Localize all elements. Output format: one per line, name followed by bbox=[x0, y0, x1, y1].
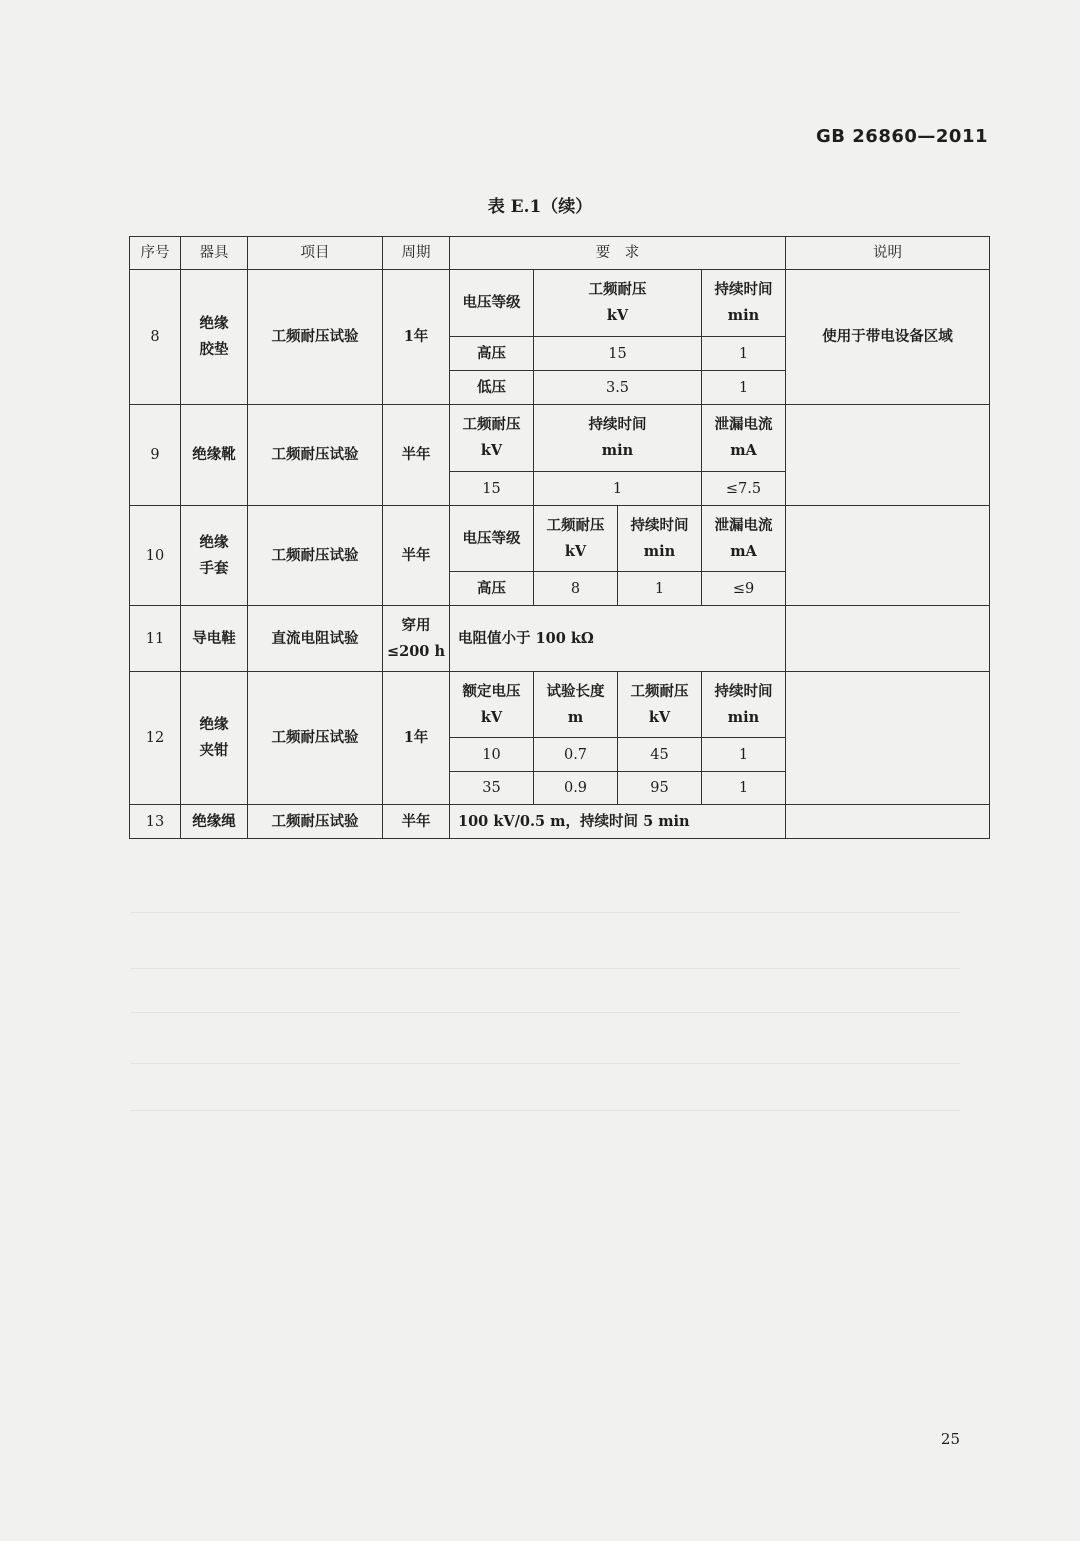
sub-cell: 15 bbox=[534, 337, 702, 371]
test-requirements-table bbox=[129, 236, 990, 839]
row-note bbox=[786, 672, 990, 805]
sub-cell: 0.7 bbox=[534, 738, 618, 772]
sub-cell: 1 bbox=[702, 738, 786, 772]
header-no: 序号 bbox=[130, 237, 181, 270]
sub-header: 工频耐压 kV bbox=[450, 405, 534, 472]
table-row bbox=[130, 805, 990, 839]
table-title: 表 E.1（续） bbox=[487, 197, 593, 217]
sub-header: 工频耐压 kV bbox=[534, 270, 702, 337]
sub-cell: 15 bbox=[450, 472, 534, 506]
row-requirement: 100 kV/0.5 m，持续时间 5 min bbox=[450, 805, 786, 839]
row-note bbox=[786, 506, 990, 606]
sub-header: 工频耐压 kV bbox=[534, 506, 618, 572]
standard-number: GB 26860—2011 bbox=[816, 126, 988, 147]
bleed-through-line bbox=[130, 912, 960, 913]
sub-header: 持续时间 min bbox=[702, 672, 786, 738]
sub-cell: 1 bbox=[534, 472, 702, 506]
table-row bbox=[130, 606, 990, 672]
bleed-through-line bbox=[130, 1012, 960, 1013]
header-note: 说明 bbox=[786, 237, 990, 270]
row-no: 9 bbox=[130, 405, 181, 506]
sub-cell: 1 bbox=[702, 371, 786, 405]
row-no: 10 bbox=[130, 506, 181, 606]
sub-header: 泄漏电流 mA bbox=[702, 405, 786, 472]
row-note bbox=[786, 606, 990, 672]
table-row bbox=[130, 405, 990, 472]
row-item: 工频耐压试验 bbox=[248, 405, 383, 506]
row-item: 直流电阻试验 bbox=[248, 606, 383, 672]
sub-cell: 45 bbox=[618, 738, 702, 772]
row-item: 工频耐压试验 bbox=[248, 270, 383, 405]
row-tool: 导电鞋 bbox=[181, 606, 248, 672]
row-period: 穿用 ≤200 h bbox=[383, 606, 450, 672]
row-tool: 绝缘 胶垫 bbox=[181, 270, 248, 405]
sub-cell: 3.5 bbox=[534, 371, 702, 405]
row-period: 半年 bbox=[383, 405, 450, 506]
row-item: 工频耐压试验 bbox=[248, 805, 383, 839]
header-period: 周期 bbox=[383, 237, 450, 270]
sub-cell: 高压 bbox=[450, 337, 534, 371]
bleed-through-line bbox=[130, 968, 960, 969]
row-requirement: 电阻值小于 100 kΩ bbox=[450, 606, 786, 672]
sub-header: 工频耐压 kV bbox=[618, 672, 702, 738]
sub-cell: ≤7.5 bbox=[702, 472, 786, 506]
sub-cell: 1 bbox=[618, 572, 702, 606]
sub-cell: 0.9 bbox=[534, 772, 618, 805]
row-no: 13 bbox=[130, 805, 181, 839]
header-requirement: 要 求 bbox=[450, 237, 786, 270]
sub-cell: 低压 bbox=[450, 371, 534, 405]
row-no: 12 bbox=[130, 672, 181, 805]
sub-header: 持续时间 min bbox=[534, 405, 702, 472]
bleed-through-line bbox=[130, 1110, 960, 1111]
sub-header: 试验长度 m bbox=[534, 672, 618, 738]
sub-header: 额定电压 kV bbox=[450, 672, 534, 738]
sub-cell: ≤9 bbox=[702, 572, 786, 606]
page-number: 25 bbox=[940, 1430, 960, 1448]
row-note bbox=[786, 805, 990, 839]
header-tool: 器具 bbox=[181, 237, 248, 270]
bleed-through-line bbox=[130, 1063, 960, 1064]
sub-cell: 95 bbox=[618, 772, 702, 805]
sub-cell: 35 bbox=[450, 772, 534, 805]
row-item: 工频耐压试验 bbox=[248, 506, 383, 606]
row-tool: 绝缘 手套 bbox=[181, 506, 248, 606]
sub-header: 电压等级 bbox=[450, 506, 534, 572]
sub-header: 泄漏电流 mA bbox=[702, 506, 786, 572]
row-item: 工频耐压试验 bbox=[248, 672, 383, 805]
row-tool: 绝缘绳 bbox=[181, 805, 248, 839]
row-tool: 绝缘 夹钳 bbox=[181, 672, 248, 805]
row-note: 使用于带电设备区域 bbox=[786, 270, 990, 405]
row-period: 半年 bbox=[383, 506, 450, 606]
sub-header: 持续时间 min bbox=[618, 506, 702, 572]
sub-header: 持续时间 min bbox=[702, 270, 786, 337]
row-period: 1年 bbox=[383, 270, 450, 405]
table-header-row bbox=[130, 237, 990, 270]
table-row bbox=[130, 270, 990, 337]
sub-cell: 1 bbox=[702, 337, 786, 371]
sub-cell: 8 bbox=[534, 572, 618, 606]
table-row bbox=[130, 506, 990, 572]
sub-cell: 10 bbox=[450, 738, 534, 772]
row-period: 1年 bbox=[383, 672, 450, 805]
sub-header: 电压等级 bbox=[450, 270, 534, 337]
row-tool: 绝缘靴 bbox=[181, 405, 248, 506]
row-no: 8 bbox=[130, 270, 181, 405]
header-item: 项目 bbox=[248, 237, 383, 270]
sub-cell: 1 bbox=[702, 772, 786, 805]
row-period: 半年 bbox=[383, 805, 450, 839]
row-note bbox=[786, 405, 990, 506]
table-row bbox=[130, 672, 990, 738]
row-no: 11 bbox=[130, 606, 181, 672]
sub-cell: 高压 bbox=[450, 572, 534, 606]
